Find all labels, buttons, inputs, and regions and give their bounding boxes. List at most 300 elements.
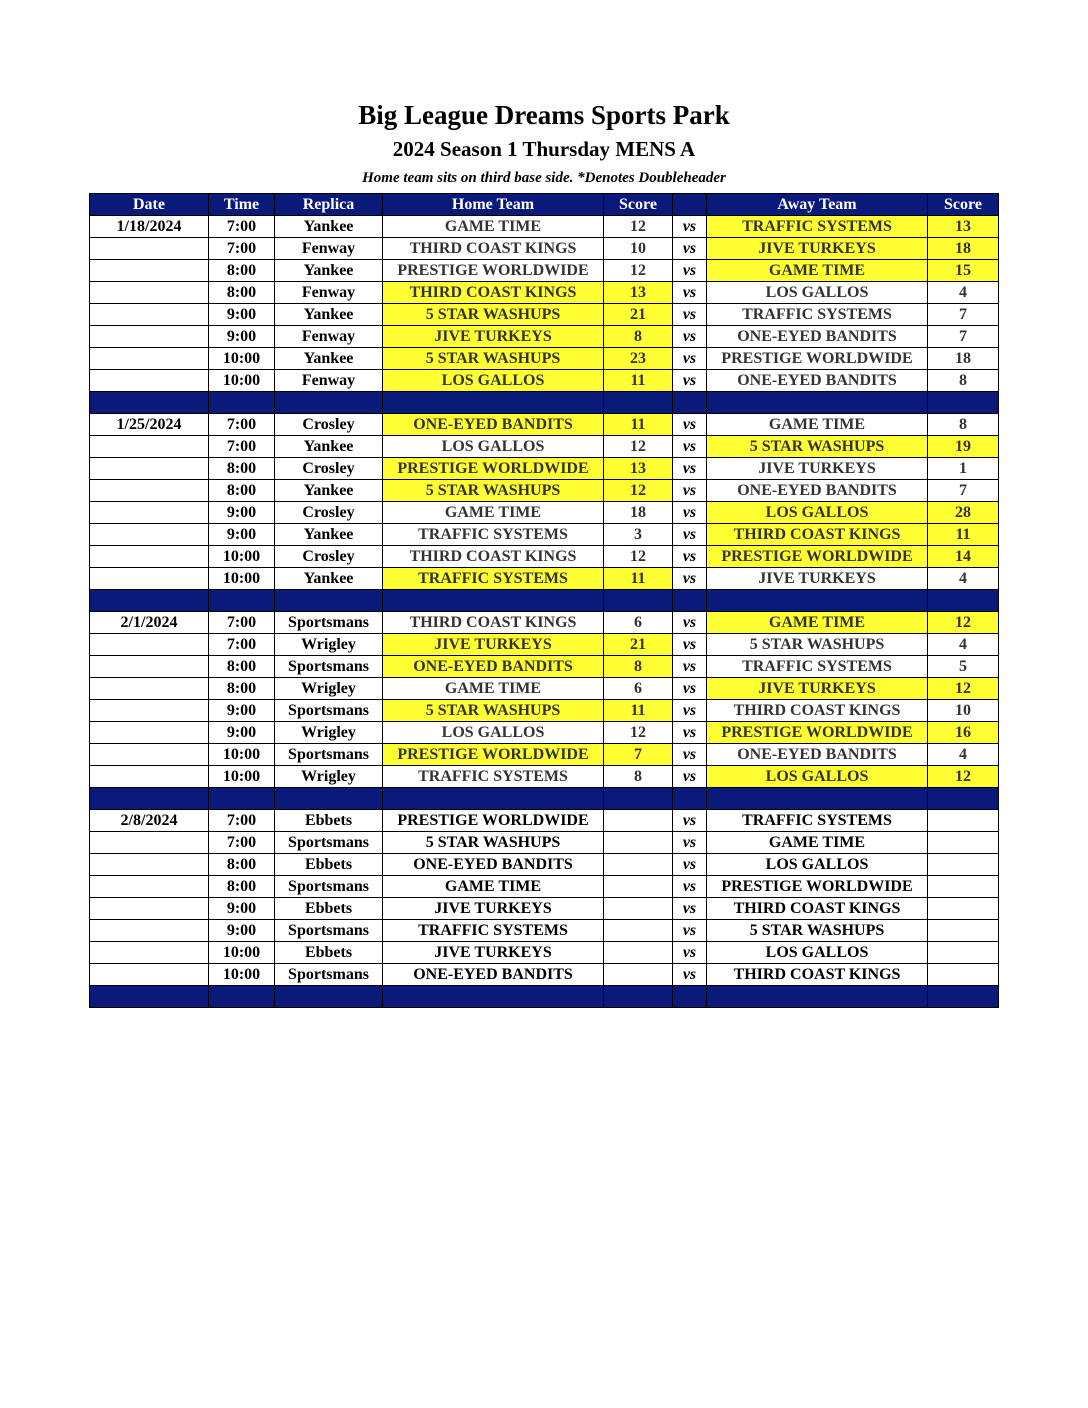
home-team: LOS GALLOS bbox=[383, 722, 604, 744]
home-team: GAME TIME bbox=[383, 216, 604, 238]
game-row bbox=[90, 876, 999, 898]
home-team: TRAFFIC SYSTEMS bbox=[383, 524, 604, 546]
away-team: JIVE TURKEYS bbox=[707, 458, 928, 480]
separator-cell bbox=[673, 590, 707, 612]
game-date bbox=[90, 546, 209, 568]
home-team: TRAFFIC SYSTEMS bbox=[383, 568, 604, 590]
away-score: 5 bbox=[928, 656, 999, 678]
home-team: 5 STAR WASHUPS bbox=[383, 700, 604, 722]
game-row bbox=[90, 260, 999, 282]
away-team: ONE-EYED BANDITS bbox=[707, 370, 928, 392]
game-time: 10:00 bbox=[209, 942, 275, 964]
game-replica: Crosley bbox=[275, 502, 383, 524]
home-score: 12 bbox=[604, 546, 673, 568]
away-team: TRAFFIC SYSTEMS bbox=[707, 216, 928, 238]
game-date bbox=[90, 898, 209, 920]
away-team: ONE-EYED BANDITS bbox=[707, 744, 928, 766]
header-home-score: Score bbox=[604, 194, 673, 216]
header-vs bbox=[673, 194, 707, 216]
game-row bbox=[90, 942, 999, 964]
schedule-note: Home team sits on third base side. *Denotes Doubleheader bbox=[362, 170, 726, 186]
away-score: 11 bbox=[928, 524, 999, 546]
home-team: GAME TIME bbox=[383, 876, 604, 898]
home-score bbox=[604, 898, 673, 920]
schedule-table bbox=[89, 193, 999, 1008]
vs-label: vs bbox=[673, 568, 707, 590]
away-team: THIRD COAST KINGS bbox=[707, 524, 928, 546]
game-replica: Ebbets bbox=[275, 854, 383, 876]
game-row bbox=[90, 348, 999, 370]
header-replica: Replica bbox=[275, 194, 383, 216]
away-team: TRAFFIC SYSTEMS bbox=[707, 656, 928, 678]
vs-label: vs bbox=[673, 524, 707, 546]
vs-label: vs bbox=[673, 854, 707, 876]
vs-label: vs bbox=[673, 766, 707, 788]
game-row bbox=[90, 700, 999, 722]
separator-cell bbox=[209, 986, 275, 1008]
away-team: THIRD COAST KINGS bbox=[707, 700, 928, 722]
game-date bbox=[90, 524, 209, 546]
home-team: THIRD COAST KINGS bbox=[383, 546, 604, 568]
home-score: 11 bbox=[604, 370, 673, 392]
home-score: 12 bbox=[604, 436, 673, 458]
game-date bbox=[90, 678, 209, 700]
game-row bbox=[90, 458, 999, 480]
away-team: THIRD COAST KINGS bbox=[707, 898, 928, 920]
game-time: 9:00 bbox=[209, 524, 275, 546]
game-replica: Wrigley bbox=[275, 722, 383, 744]
separator-cell bbox=[707, 986, 928, 1008]
away-team: THIRD COAST KINGS bbox=[707, 964, 928, 986]
game-replica: Yankee bbox=[275, 260, 383, 282]
home-team: PRESTIGE WORLDWIDE bbox=[383, 810, 604, 832]
vs-label: vs bbox=[673, 942, 707, 964]
vs-label: vs bbox=[673, 326, 707, 348]
separator-cell bbox=[383, 392, 604, 414]
game-time: 7:00 bbox=[209, 414, 275, 436]
separator-cell bbox=[928, 788, 999, 810]
game-time: 8:00 bbox=[209, 656, 275, 678]
game-row bbox=[90, 744, 999, 766]
game-replica: Fenway bbox=[275, 282, 383, 304]
home-team: JIVE TURKEYS bbox=[383, 942, 604, 964]
game-date bbox=[90, 920, 209, 942]
game-replica: Yankee bbox=[275, 480, 383, 502]
game-row bbox=[90, 568, 999, 590]
game-time: 8:00 bbox=[209, 480, 275, 502]
game-replica: Crosley bbox=[275, 546, 383, 568]
home-score: 8 bbox=[604, 326, 673, 348]
home-team: GAME TIME bbox=[383, 678, 604, 700]
game-time: 9:00 bbox=[209, 898, 275, 920]
game-date bbox=[90, 260, 209, 282]
away-score: 4 bbox=[928, 634, 999, 656]
away-score: 7 bbox=[928, 480, 999, 502]
home-team: THIRD COAST KINGS bbox=[383, 282, 604, 304]
week-separator bbox=[90, 392, 999, 414]
home-score bbox=[604, 942, 673, 964]
home-team: GAME TIME bbox=[383, 502, 604, 524]
away-score: 13 bbox=[928, 216, 999, 238]
header-time: Time bbox=[209, 194, 275, 216]
game-replica: Fenway bbox=[275, 238, 383, 260]
home-score bbox=[604, 832, 673, 854]
game-time: 7:00 bbox=[209, 238, 275, 260]
away-team: JIVE TURKEYS bbox=[707, 678, 928, 700]
game-date bbox=[90, 304, 209, 326]
away-team: LOS GALLOS bbox=[707, 942, 928, 964]
home-team: TRAFFIC SYSTEMS bbox=[383, 766, 604, 788]
game-replica: Yankee bbox=[275, 304, 383, 326]
home-score: 11 bbox=[604, 700, 673, 722]
game-date bbox=[90, 634, 209, 656]
separator-cell bbox=[604, 986, 673, 1008]
home-score: 7 bbox=[604, 744, 673, 766]
home-score bbox=[604, 920, 673, 942]
away-team: ONE-EYED BANDITS bbox=[707, 480, 928, 502]
away-score: 14 bbox=[928, 546, 999, 568]
game-replica: Crosley bbox=[275, 458, 383, 480]
game-time: 10:00 bbox=[209, 766, 275, 788]
home-team: ONE-EYED BANDITS bbox=[383, 656, 604, 678]
home-team: 5 STAR WASHUPS bbox=[383, 348, 604, 370]
game-replica: Yankee bbox=[275, 436, 383, 458]
game-replica: Sportsmans bbox=[275, 700, 383, 722]
game-row bbox=[90, 766, 999, 788]
away-score bbox=[928, 920, 999, 942]
separator-cell bbox=[604, 392, 673, 414]
game-row bbox=[90, 436, 999, 458]
vs-label: vs bbox=[673, 678, 707, 700]
home-score: 23 bbox=[604, 348, 673, 370]
away-score: 10 bbox=[928, 700, 999, 722]
away-score: 15 bbox=[928, 260, 999, 282]
game-replica: Sportsmans bbox=[275, 964, 383, 986]
game-row bbox=[90, 326, 999, 348]
game-time: 9:00 bbox=[209, 502, 275, 524]
vs-label: vs bbox=[673, 216, 707, 238]
separator-cell bbox=[90, 392, 209, 414]
game-row bbox=[90, 854, 999, 876]
page-subtitle: 2024 Season 1 Thursday MENS A bbox=[392, 137, 696, 161]
game-date bbox=[90, 370, 209, 392]
game-row bbox=[90, 810, 999, 832]
vs-label: vs bbox=[673, 436, 707, 458]
game-date bbox=[90, 744, 209, 766]
home-team: THIRD COAST KINGS bbox=[383, 612, 604, 634]
vs-label: vs bbox=[673, 370, 707, 392]
away-team: 5 STAR WASHUPS bbox=[707, 634, 928, 656]
game-replica: Ebbets bbox=[275, 898, 383, 920]
away-score: 12 bbox=[928, 766, 999, 788]
game-time: 8:00 bbox=[209, 876, 275, 898]
home-score bbox=[604, 810, 673, 832]
vs-label: vs bbox=[673, 348, 707, 370]
away-team: TRAFFIC SYSTEMS bbox=[707, 304, 928, 326]
game-replica: Sportsmans bbox=[275, 876, 383, 898]
game-time: 8:00 bbox=[209, 854, 275, 876]
game-date bbox=[90, 832, 209, 854]
week-separator bbox=[90, 986, 999, 1008]
header-away-team: Away Team bbox=[707, 194, 928, 216]
header-home-team: Home Team bbox=[383, 194, 604, 216]
game-replica: Sportsmans bbox=[275, 744, 383, 766]
game-row bbox=[90, 502, 999, 524]
game-time: 9:00 bbox=[209, 700, 275, 722]
away-score bbox=[928, 810, 999, 832]
away-team: GAME TIME bbox=[707, 414, 928, 436]
game-date: 1/25/2024 bbox=[90, 414, 209, 436]
game-date bbox=[90, 282, 209, 304]
game-time: 10:00 bbox=[209, 744, 275, 766]
game-replica: Sportsmans bbox=[275, 832, 383, 854]
game-replica: Ebbets bbox=[275, 810, 383, 832]
game-replica: Yankee bbox=[275, 348, 383, 370]
vs-label: vs bbox=[673, 876, 707, 898]
game-time: 8:00 bbox=[209, 282, 275, 304]
game-row bbox=[90, 920, 999, 942]
game-time: 8:00 bbox=[209, 260, 275, 282]
game-row bbox=[90, 524, 999, 546]
away-team: GAME TIME bbox=[707, 260, 928, 282]
away-score bbox=[928, 964, 999, 986]
separator-cell bbox=[90, 986, 209, 1008]
away-team: 5 STAR WASHUPS bbox=[707, 436, 928, 458]
vs-label: vs bbox=[673, 722, 707, 744]
separator-cell bbox=[673, 392, 707, 414]
separator-cell bbox=[928, 986, 999, 1008]
game-date bbox=[90, 348, 209, 370]
home-score: 21 bbox=[604, 304, 673, 326]
home-score bbox=[604, 964, 673, 986]
game-replica: Sportsmans bbox=[275, 612, 383, 634]
home-score: 6 bbox=[604, 612, 673, 634]
vs-label: vs bbox=[673, 502, 707, 524]
home-score: 13 bbox=[604, 282, 673, 304]
vs-label: vs bbox=[673, 282, 707, 304]
separator-cell bbox=[928, 590, 999, 612]
game-replica: Crosley bbox=[275, 414, 383, 436]
game-time: 10:00 bbox=[209, 964, 275, 986]
game-replica: Fenway bbox=[275, 326, 383, 348]
vs-label: vs bbox=[673, 964, 707, 986]
game-time: 7:00 bbox=[209, 216, 275, 238]
game-time: 8:00 bbox=[209, 678, 275, 700]
vs-label: vs bbox=[673, 260, 707, 282]
game-time: 8:00 bbox=[209, 458, 275, 480]
vs-label: vs bbox=[673, 634, 707, 656]
game-time: 7:00 bbox=[209, 612, 275, 634]
separator-cell bbox=[275, 986, 383, 1008]
away-score bbox=[928, 854, 999, 876]
game-row bbox=[90, 304, 999, 326]
game-time: 9:00 bbox=[209, 920, 275, 942]
vs-label: vs bbox=[673, 304, 707, 326]
game-replica: Sportsmans bbox=[275, 656, 383, 678]
home-team: ONE-EYED BANDITS bbox=[383, 854, 604, 876]
away-team: ONE-EYED BANDITS bbox=[707, 326, 928, 348]
game-date bbox=[90, 480, 209, 502]
home-team: PRESTIGE WORLDWIDE bbox=[383, 260, 604, 282]
week-separator bbox=[90, 788, 999, 810]
separator-cell bbox=[707, 590, 928, 612]
game-time: 10:00 bbox=[209, 348, 275, 370]
game-row bbox=[90, 678, 999, 700]
vs-label: vs bbox=[673, 480, 707, 502]
away-score: 7 bbox=[928, 304, 999, 326]
header-away-score: Score bbox=[928, 194, 999, 216]
game-replica: Yankee bbox=[275, 524, 383, 546]
vs-label: vs bbox=[673, 810, 707, 832]
game-replica: Wrigley bbox=[275, 634, 383, 656]
home-team: TRAFFIC SYSTEMS bbox=[383, 920, 604, 942]
separator-cell bbox=[383, 590, 604, 612]
home-team: JIVE TURKEYS bbox=[383, 326, 604, 348]
home-team: 5 STAR WASHUPS bbox=[383, 832, 604, 854]
away-score: 12 bbox=[928, 678, 999, 700]
game-time: 7:00 bbox=[209, 810, 275, 832]
game-row bbox=[90, 656, 999, 678]
game-row bbox=[90, 480, 999, 502]
game-time: 9:00 bbox=[209, 326, 275, 348]
game-date bbox=[90, 942, 209, 964]
home-score: 11 bbox=[604, 414, 673, 436]
separator-cell bbox=[383, 788, 604, 810]
separator-cell bbox=[275, 392, 383, 414]
home-team: PRESTIGE WORLDWIDE bbox=[383, 744, 604, 766]
home-team: JIVE TURKEYS bbox=[383, 634, 604, 656]
game-row bbox=[90, 898, 999, 920]
away-score: 4 bbox=[928, 282, 999, 304]
away-score: 18 bbox=[928, 238, 999, 260]
vs-label: vs bbox=[673, 656, 707, 678]
home-score: 13 bbox=[604, 458, 673, 480]
vs-label: vs bbox=[673, 700, 707, 722]
separator-cell bbox=[604, 590, 673, 612]
home-team: ONE-EYED BANDITS bbox=[383, 414, 604, 436]
home-score: 12 bbox=[604, 216, 673, 238]
game-row bbox=[90, 414, 999, 436]
away-score: 1 bbox=[928, 458, 999, 480]
schedule-body bbox=[90, 216, 999, 1008]
home-team: 5 STAR WASHUPS bbox=[383, 480, 604, 502]
game-date bbox=[90, 326, 209, 348]
vs-label: vs bbox=[673, 238, 707, 260]
separator-cell bbox=[209, 788, 275, 810]
away-team: TRAFFIC SYSTEMS bbox=[707, 810, 928, 832]
vs-label: vs bbox=[673, 832, 707, 854]
page-title: Big League Dreams Sports Park bbox=[358, 100, 730, 130]
game-date bbox=[90, 458, 209, 480]
game-date: 1/18/2024 bbox=[90, 216, 209, 238]
game-date bbox=[90, 568, 209, 590]
away-team: PRESTIGE WORLDWIDE bbox=[707, 546, 928, 568]
home-score: 11 bbox=[604, 568, 673, 590]
game-date bbox=[90, 436, 209, 458]
home-score: 3 bbox=[604, 524, 673, 546]
away-score: 8 bbox=[928, 414, 999, 436]
separator-cell bbox=[928, 392, 999, 414]
away-score bbox=[928, 876, 999, 898]
away-team: LOS GALLOS bbox=[707, 282, 928, 304]
game-time: 7:00 bbox=[209, 832, 275, 854]
vs-label: vs bbox=[673, 546, 707, 568]
game-time: 10:00 bbox=[209, 546, 275, 568]
away-team: JIVE TURKEYS bbox=[707, 568, 928, 590]
away-team: 5 STAR WASHUPS bbox=[707, 920, 928, 942]
home-score: 18 bbox=[604, 502, 673, 524]
home-score bbox=[604, 876, 673, 898]
game-time: 10:00 bbox=[209, 568, 275, 590]
game-row bbox=[90, 722, 999, 744]
home-team: JIVE TURKEYS bbox=[383, 898, 604, 920]
game-row bbox=[90, 612, 999, 634]
separator-cell bbox=[90, 788, 209, 810]
away-score: 7 bbox=[928, 326, 999, 348]
vs-label: vs bbox=[673, 414, 707, 436]
away-team: GAME TIME bbox=[707, 612, 928, 634]
game-row bbox=[90, 546, 999, 568]
home-team: THIRD COAST KINGS bbox=[383, 238, 604, 260]
home-team: ONE-EYED BANDITS bbox=[383, 964, 604, 986]
vs-label: vs bbox=[673, 458, 707, 480]
game-date bbox=[90, 656, 209, 678]
vs-label: vs bbox=[673, 744, 707, 766]
game-date bbox=[90, 700, 209, 722]
game-date bbox=[90, 766, 209, 788]
home-score: 10 bbox=[604, 238, 673, 260]
vs-label: vs bbox=[673, 612, 707, 634]
home-team: 5 STAR WASHUPS bbox=[383, 304, 604, 326]
away-score: 28 bbox=[928, 502, 999, 524]
home-score: 21 bbox=[604, 634, 673, 656]
game-row bbox=[90, 964, 999, 986]
separator-cell bbox=[673, 986, 707, 1008]
game-replica: Ebbets bbox=[275, 942, 383, 964]
home-team: LOS GALLOS bbox=[383, 436, 604, 458]
game-replica: Yankee bbox=[275, 216, 383, 238]
away-team: PRESTIGE WORLDWIDE bbox=[707, 876, 928, 898]
separator-cell bbox=[383, 986, 604, 1008]
game-replica: Wrigley bbox=[275, 766, 383, 788]
game-time: 10:00 bbox=[209, 370, 275, 392]
week-separator bbox=[90, 590, 999, 612]
home-team: PRESTIGE WORLDWIDE bbox=[383, 458, 604, 480]
home-score: 6 bbox=[604, 678, 673, 700]
away-score bbox=[928, 832, 999, 854]
separator-cell bbox=[673, 788, 707, 810]
header-row bbox=[90, 194, 999, 216]
game-time: 7:00 bbox=[209, 634, 275, 656]
game-replica: Fenway bbox=[275, 370, 383, 392]
away-team: JIVE TURKEYS bbox=[707, 238, 928, 260]
away-score: 4 bbox=[928, 568, 999, 590]
home-score: 12 bbox=[604, 722, 673, 744]
away-team: LOS GALLOS bbox=[707, 766, 928, 788]
game-date bbox=[90, 238, 209, 260]
away-score: 8 bbox=[928, 370, 999, 392]
game-row bbox=[90, 832, 999, 854]
home-score: 12 bbox=[604, 480, 673, 502]
game-row bbox=[90, 370, 999, 392]
vs-label: vs bbox=[673, 920, 707, 942]
home-team: LOS GALLOS bbox=[383, 370, 604, 392]
away-team: PRESTIGE WORLDWIDE bbox=[707, 348, 928, 370]
away-team: LOS GALLOS bbox=[707, 502, 928, 524]
away-score: 12 bbox=[928, 612, 999, 634]
away-score bbox=[928, 942, 999, 964]
separator-cell bbox=[209, 590, 275, 612]
